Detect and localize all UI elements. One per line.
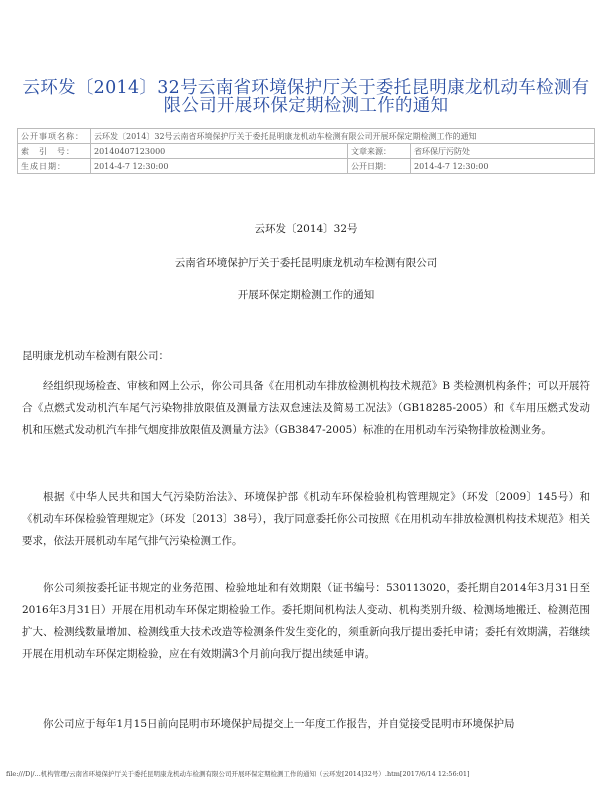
meta-label-published: 公开日期： <box>348 159 411 174</box>
meta-row-index <box>18 144 595 159</box>
addressee: 昆明康龙机动车检测有限公司： <box>22 350 169 362</box>
paragraph-1: 经组织现场检查、审核和网上公示，你公司具备《在用机动车排放检测机构技术规范》B 类检测机构条件；可以开展符合《点燃式发动机汽车尾气污染物排放限值及测量方法双怠速法及简易工况法》（GB18285-2005）和《车用压燃式发动机和压燃式发动机汽车排气烟度排放限值及测量方法》（GB3847-2005）标准的在用机动车污染物排放检测业务。 <box>22 380 590 436</box>
paragraph-4: 你公司应于每年1月15日前向昆明市环境保护局提交上一年度工作报告，并自觉接受昆明市环境保护局 <box>43 718 515 730</box>
meta-value-name: 云环发〔2014〕32号云南省环境保护厅关于委托昆明康龙机动车检测有限公司开展环保定期检测工作的通知 <box>91 129 595 144</box>
meta-label-name: 公开事项名称： <box>18 129 91 144</box>
meta-label-created: 生成日期： <box>18 159 91 174</box>
meta-label-index: 索 引 号： <box>18 144 91 159</box>
metadata-table <box>17 128 595 174</box>
meta-row-dates <box>18 159 595 174</box>
document-heading-line1: 云南省环境保护厅关于委托昆明康龙机动车检测有限公司 <box>174 257 438 269</box>
meta-value-index: 20140407123000 <box>91 144 348 159</box>
page-title-line1: 云环发〔2014〕32号云南省环境保护厅关于委托昆明康龙机动车检测有 <box>22 78 590 98</box>
document-heading-line2: 开展环保定期检测工作的通知 <box>237 289 375 301</box>
meta-value-created: 2014-4-7 12:30:00 <box>91 159 348 174</box>
meta-value-source: 省环保厅污防处 <box>411 144 595 159</box>
paragraph-2: 根据《中华人民共和国大气污染防治法》、环境保护部《机动车环保检验机构管理规定》（环发〔2009〕145号）和《机动车环保检验管理规定》（环发〔2013〕38号），我厅同意委托你公司按照《在用机动车排放检测机构技术规范》相关要求，依法开展机动车尾气排气污染检测工作。 <box>22 491 590 547</box>
paragraph-3: 你公司须按委托证书规定的业务范围、检验地址和有效期限（证书编号：530113020，委托期自2014年3月31日至2016年3月31日）开展在用机动车环保定期检验工作。委托期间机构法人变动、机构类别升级、检测场地搬迁、检测范围扩大、检测线数量增加、检测线重大技术改造等检测条件发生变化的，须重新向我厅提出委托申请；委托有效期满，若继续开展在用机动车环保定期检验，应在有效期满3个月前向我厅提出续延申请。 <box>22 582 590 660</box>
meta-label-source: 文章来源： <box>348 144 411 159</box>
page-title-line2: 限公司开展环保定期检测工作的通知 <box>163 96 449 116</box>
file-path-footer: file:///D|/...机构管理/云南省环境保护厅关于委托昆明康龙机动车检测有限公司开展环保定期检测工作的通知（云环发[2014]32号）.htm[2017/6/14 12:56:01] <box>6 770 470 778</box>
meta-value-published: 2014-4-7 12:30:00 <box>411 159 595 174</box>
document-number: 云环发〔2014〕32号 <box>254 223 358 235</box>
meta-row-name <box>18 129 595 144</box>
